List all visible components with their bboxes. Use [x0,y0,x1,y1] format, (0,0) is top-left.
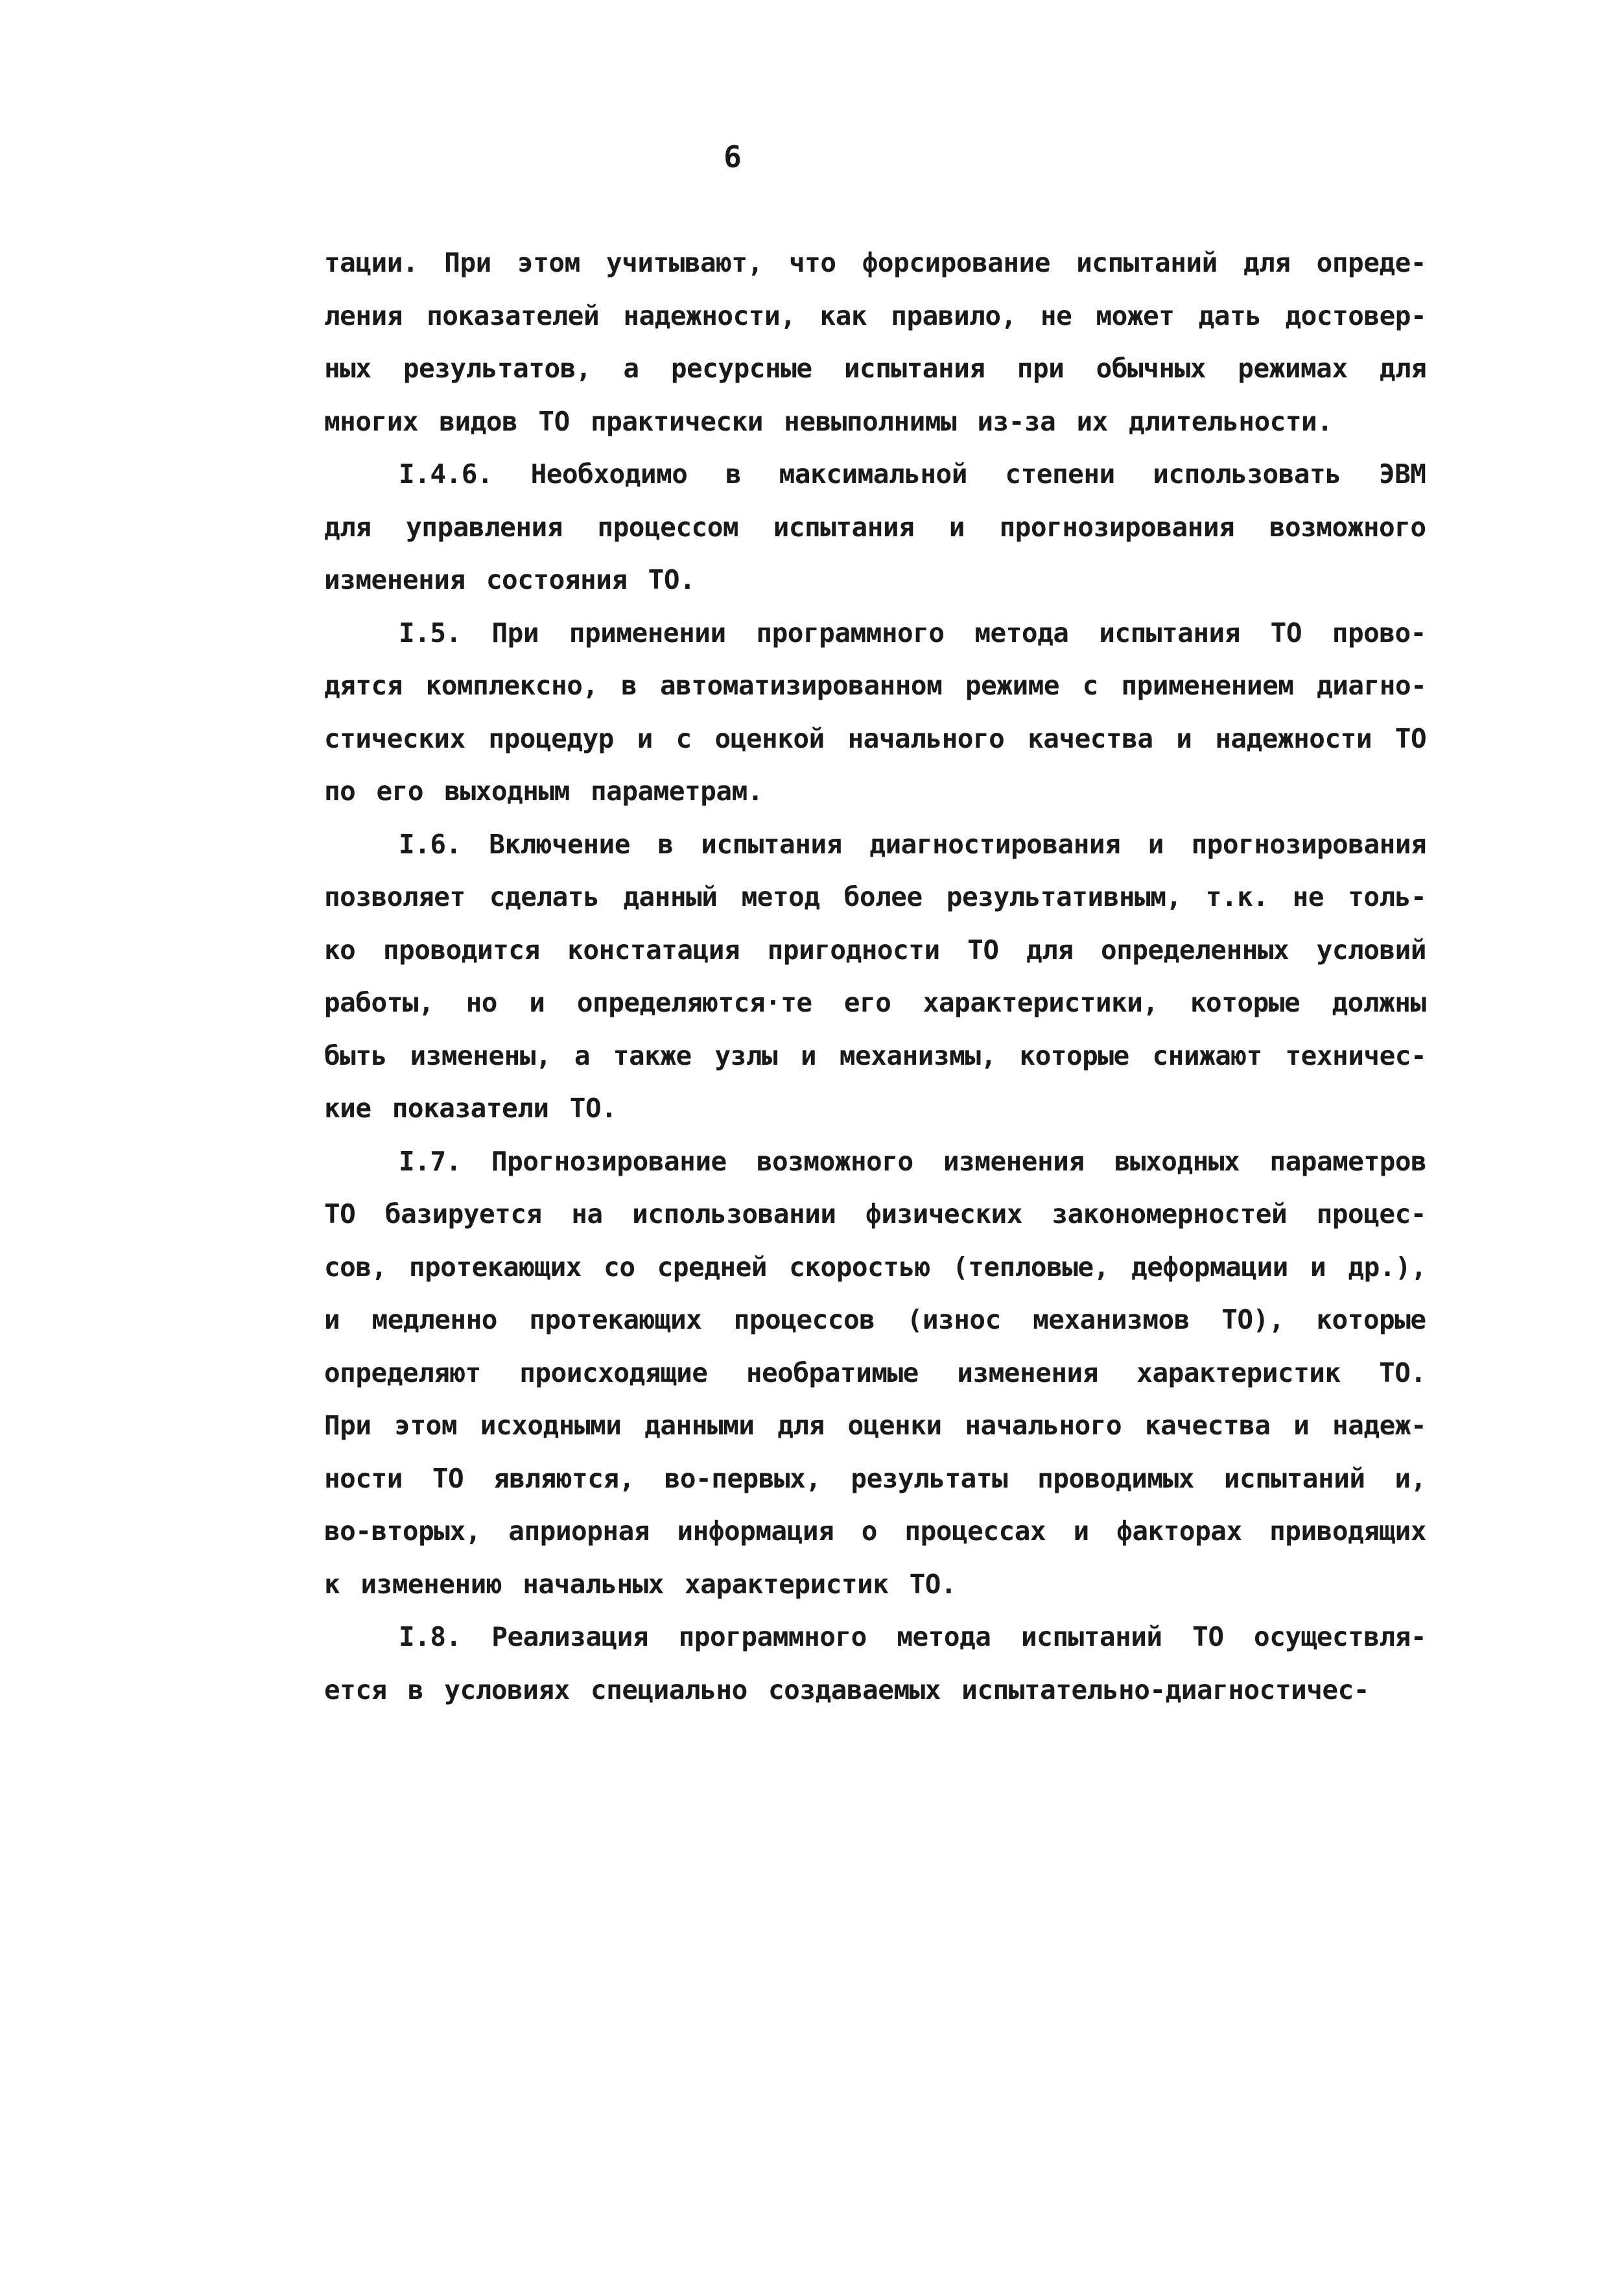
text-line: многих видов ТО практически невыполнимы из-за их длительности. [324,405,1333,437]
paragraph-start: I.4.6. Необходимо в максимальной степени использовать ЭВМ [399,458,1426,490]
text-line: ко проводится констатация пригодности ТО для определенных условий [324,934,1426,966]
text-line: и медленно протекающих процессов (износ механизмов ТО), которые [324,1304,1426,1335]
text-line: во-вторых, априорная информация о процессах и факторах приводящих [324,1515,1426,1547]
paragraph-start: I.8. Реализация программного метода испытаний ТО осуществля- [399,1621,1427,1652]
text-line: работы, но и определяются·те его характеристики, которые должны [324,987,1426,1018]
text-line: ТО базируется на использовании физических закономерностей процес- [324,1198,1426,1229]
text-line: определяют происходящие необратимые изменения характеристик ТО. [324,1357,1426,1388]
text-line: сов, протекающих со средней скоростью (тепловые, деформации и др.), [324,1251,1427,1283]
text-line: для управления процессом испытания и прогнозирования возможного [324,511,1426,543]
text-line: кие показатели ТО. [324,1093,617,1124]
paragraph-start: I.7. Прогнозирование возможного изменения выходных параметров [399,1145,1427,1177]
text-line: к изменению начальных характеристик ТО. [324,1568,957,1600]
text-line: по его выходным параметрам. [324,776,763,807]
text-line: При этом исходными данными для оценки начального качества и надеж- [324,1410,1427,1441]
text-line: изменения состояния ТО. [324,564,696,595]
text-line: позволяет сделать данный метод более результативным, т.к. не толь- [324,881,1427,912]
text-line: дятся комплексно, в автоматизированном режиме с применением диагно- [324,670,1427,701]
text-line: стических процедур и с оценкой начального качества и надежности ТО [324,722,1427,754]
text-line: ных результатов, а ресурсные испытания при обычных режимах для [324,353,1427,384]
text-line: быть изменены, а также узлы и механизмы, которые снижают техничес- [324,1039,1427,1071]
paragraph-start: I.6. Включение в испытания диагностирования и прогнозирования [399,828,1427,860]
text-line: ется в условиях специально создаваемых испытательно-диагностичес- [324,1674,1369,1705]
page-number: 6 [724,139,742,174]
text-line: ления показателей надежности, как правило, не может дать достовер- [324,300,1427,331]
text-line: тации. При этом учитывают, что форсирование испытаний для опреде- [324,247,1426,278]
paragraph-start: I.5. При применении программного метода испытания ТО прово- [399,617,1426,648]
text-line: ности ТО являются, во-первых, результаты проводимых испытаний и, [324,1462,1426,1494]
